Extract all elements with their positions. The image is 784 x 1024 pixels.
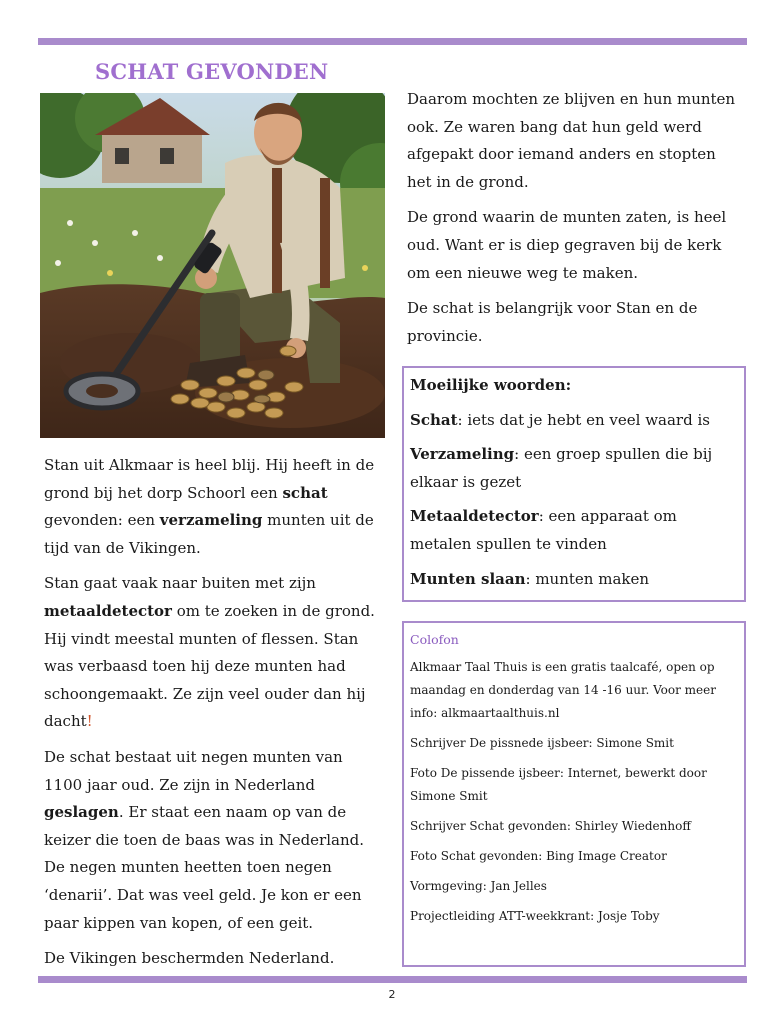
word-definition: Metaaldetector: een apparaat om metalen spullen te vinden [410,507,677,553]
colofon-line: Foto De pissende ijsbeer: Internet, bewerkt door Simone Smit [410,766,707,803]
colofon-line: Alkmaar Taal Thuis is een gratis taalcafé, open op maandag en donderdag van 14 -16 uur. Voor meer info: alkmaartaalthuis.nl [410,660,716,720]
colofon-line: Schrijver Schat gevonden: Shirley Wiedenhoff [410,819,691,833]
word-definition: Munten slaan: munten maken [410,569,650,588]
keyword-metaaldetector: metaaldetector [44,601,172,620]
paragraph: Daarom mochten ze blijven en hun munten ook. Ze waren bang dat hun geld werd afgepakt door iemand anders en stopten het in de grond. [407,90,736,191]
difficult-words-title: Moeilijke woorden: [410,376,572,394]
right-column-text [407,86,743,358]
top-divider [38,38,747,45]
bottom-divider [38,976,747,983]
paragraph: De grond waarin de munten zaten, is heel oud. Want er is diep gegraven bij de kerk om een nieuwe weg te maken. [407,208,727,282]
paragraph: Stan gaat vaak naar buiten met zijn metaaldetector om te zoeken in de grond. Hij vindt meestal munten of flessen. Stan was verbaasd toen hij deze munten had schoongemaakt. Ze zijn veel ouder dan hij dacht! [44,574,375,731]
difficult-words-box [402,366,746,602]
colofon-line: Schrijver De pissnede ijsbeer: Simone Smit [410,736,674,750]
word-definition: Schat: iets dat je hebt en veel waard is [410,410,710,429]
keyword-schat: schat [282,483,328,502]
keyword-geslagen: geslagen [44,803,119,822]
colofon-line: Vormgeving: Jan Jelles [410,879,547,893]
page-number: 2 [388,988,396,1001]
paragraph: Stan uit Alkmaar is heel blij. Hij heeft in de grond bij het dorp Schoorl een schat gevonden: een verzameling munten uit de tijd van de Vikingen. [44,456,375,557]
exclamation-mark: ! [86,712,93,731]
article-photo [40,93,385,438]
article-title: SCHAT GEVONDEN [95,59,329,84]
colofon-box [402,621,746,967]
paragraph: De schat is belangrijk voor Stan en de provincie. [407,299,698,345]
left-column-text [44,452,382,981]
paragraph: De schat bestaat uit negen munten van 1100 jaar oud. Ze zijn in Nederland geslagen. Er staat een naam op van de keizer die toen de baas was in Nederland. De negen munten heetten toen negen ‘denarii’. Dat was veel geld. Je kon er een paar kippen van kopen, of een geit. [44,747,364,932]
colofon-line: Foto Schat gevonden: Bing Image Creator [410,849,667,863]
word-definition: Verzameling: een groep spullen die bij elkaar is gezet [410,445,713,491]
colofon-line: Projectleiding ATT-weekkrant: Josje Toby [410,909,660,923]
keyword-verzameling: verzameling [159,511,263,530]
paragraph: De Vikingen beschermden Nederland. [44,949,335,968]
colofon-title: Colofon [410,632,459,647]
